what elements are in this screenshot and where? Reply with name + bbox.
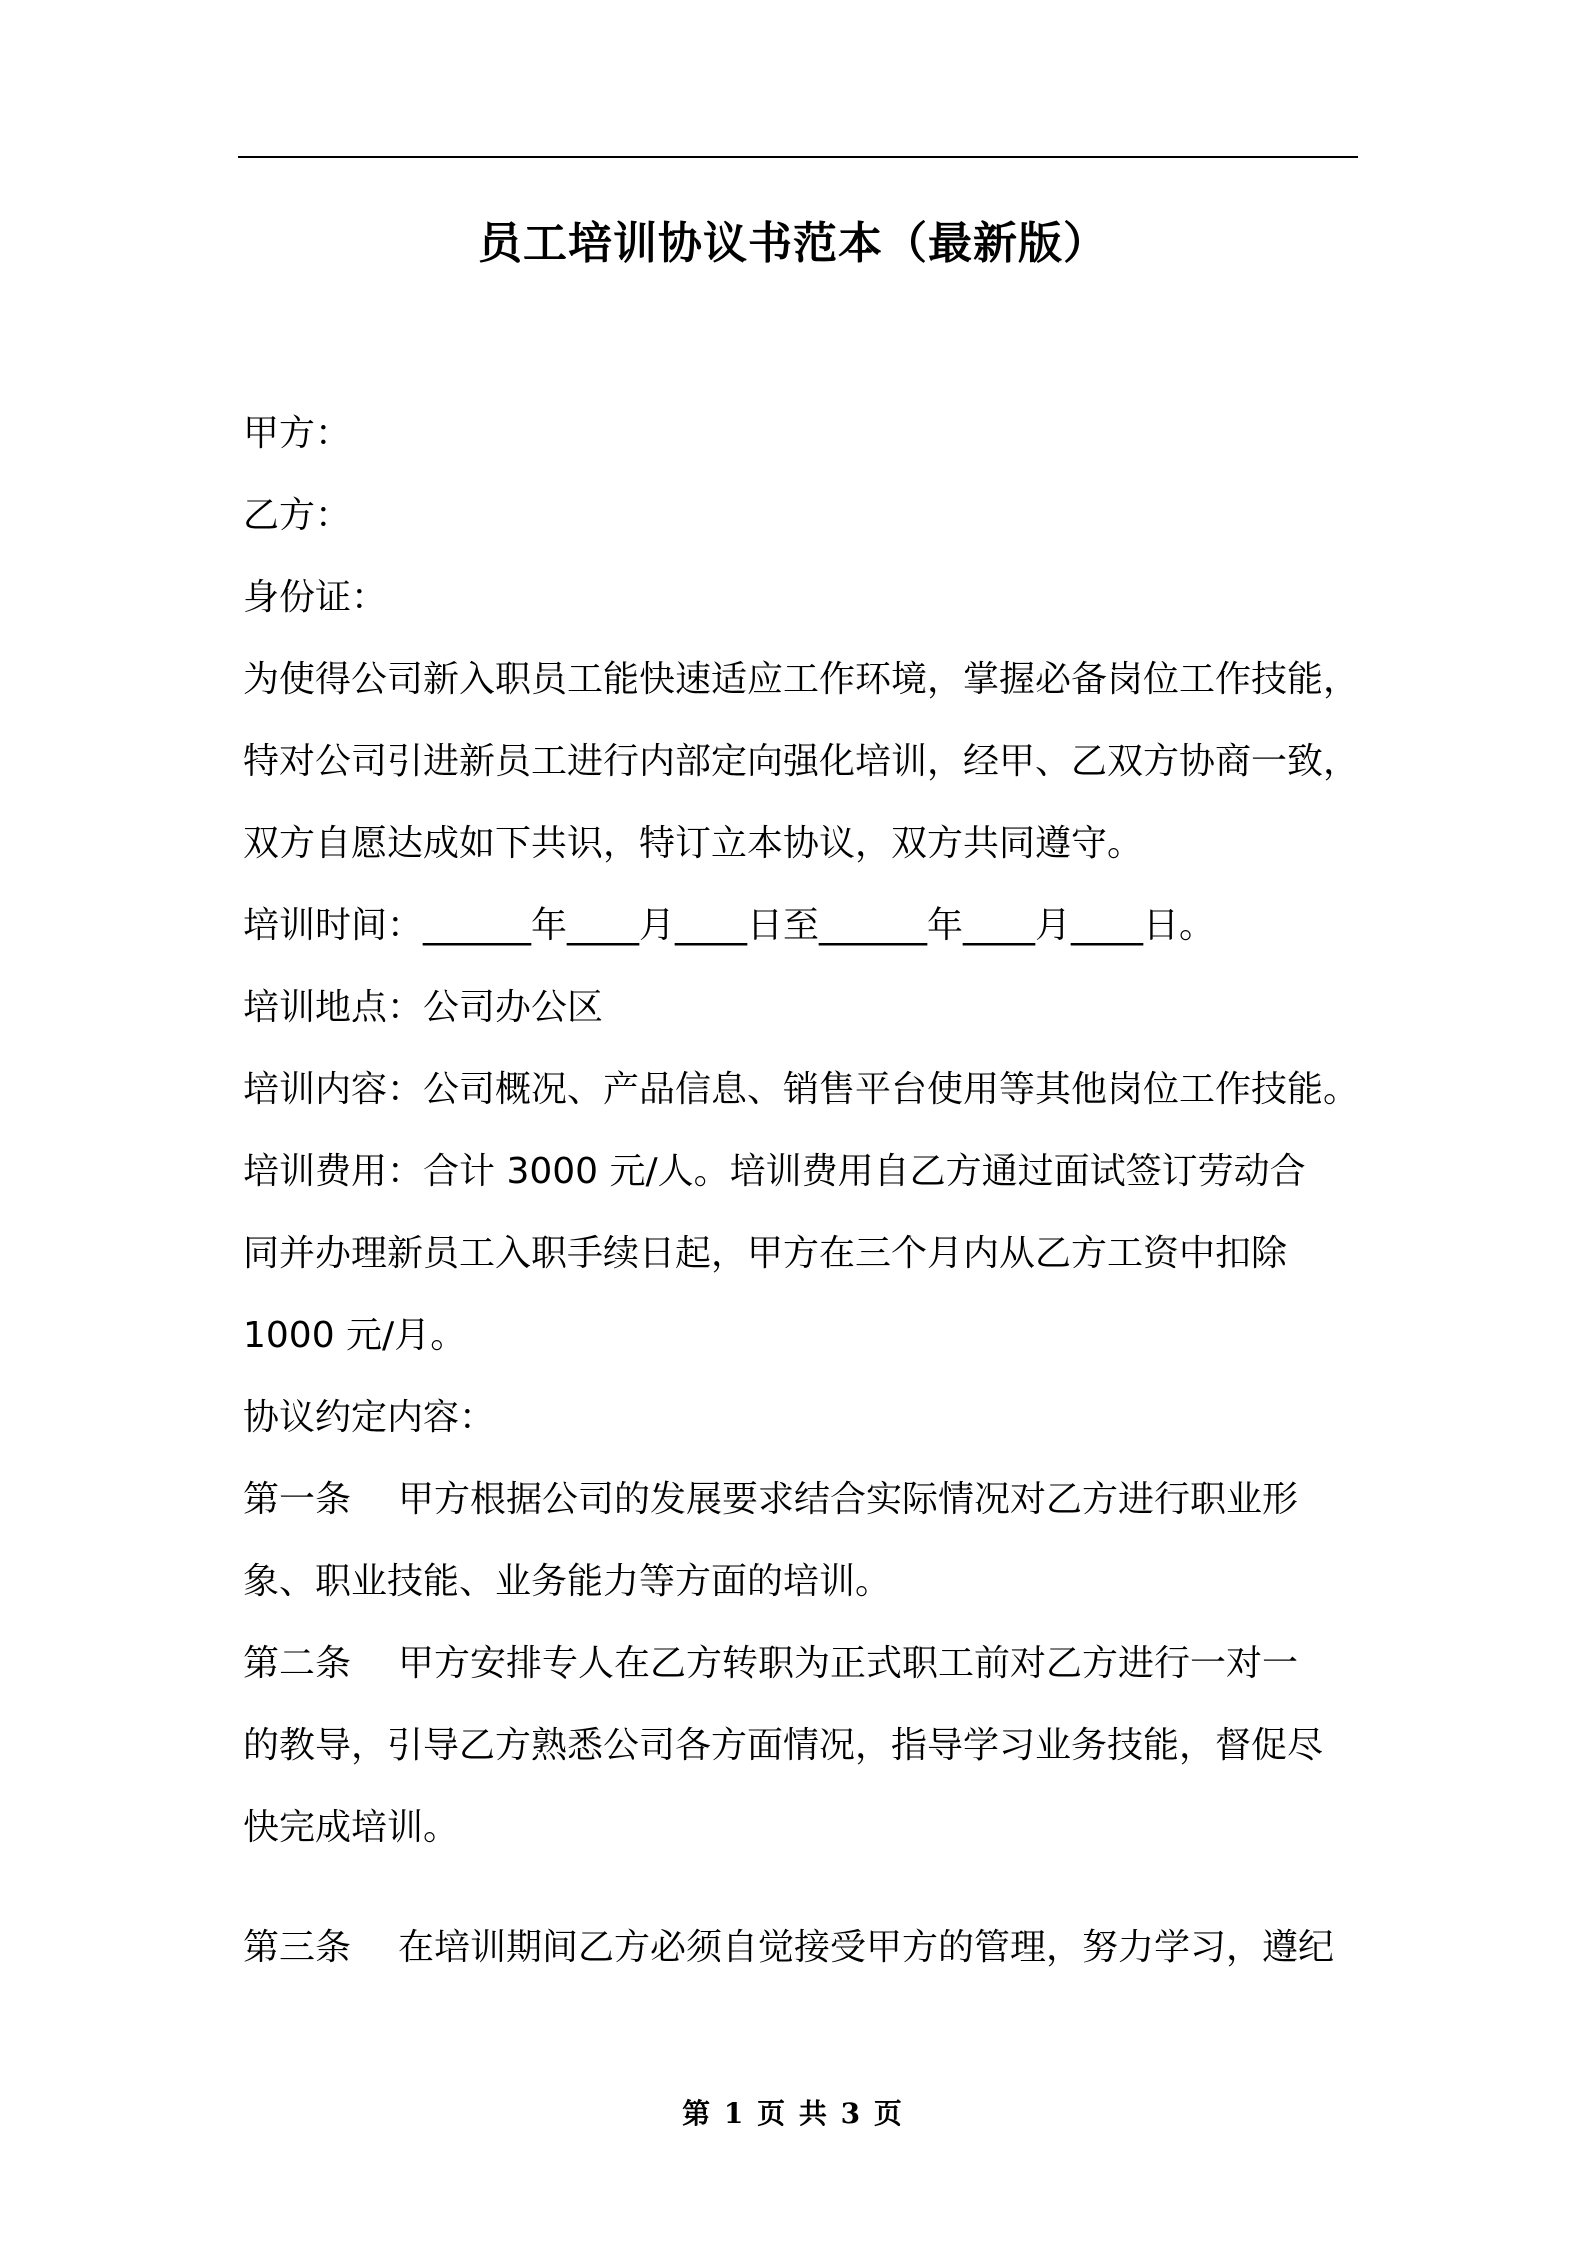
party-a-label: 甲方： bbox=[243, 413, 352, 454]
article-line: 象、职业技能、业务能力等方面的培训。 bbox=[243, 1561, 892, 1602]
article-line: 的教导，引导乙方熟悉公司各方面情况，指导学习业务技能，督促尽 bbox=[243, 1725, 1324, 1766]
training-time: 培训时间：______年____月____日至______年____月____日。 bbox=[243, 905, 1216, 946]
article-line: 快完成培训。 bbox=[243, 1807, 460, 1848]
party-b-label: 乙方： bbox=[243, 495, 352, 536]
article-first-line bbox=[243, 1640, 1298, 1688]
training-fee-line: 1000 元/月。 bbox=[243, 1315, 467, 1356]
page-footer: 第 1 页 共 3 页 bbox=[682, 2097, 904, 2130]
training-location: 培训地点：公司办公区 bbox=[243, 987, 604, 1028]
agreement-heading: 协议约定内容： bbox=[243, 1397, 496, 1438]
document-title: 员工培训协议书范本（最新版） bbox=[478, 218, 1108, 269]
intro-line: 特对公司引进新员工进行内部定向强化培训，经甲、乙双方协商一致， bbox=[243, 741, 1360, 782]
article-text: 在培训期间乙方必须自觉接受甲方的管理，努力学习，遵纪 bbox=[398, 1927, 1335, 1968]
training-content: 培训内容：公司概况、产品信息、销售平台使用等其他岗位工作技能。 bbox=[243, 1069, 1360, 1110]
training-fee-line: 培训费用：合计 3000 元/人。培训费用自乙方通过面试签订劳动合 bbox=[243, 1151, 1306, 1192]
article-text: 甲方根据公司的发展要求结合实际情况对乙方进行职业形 bbox=[398, 1479, 1299, 1520]
article-label: 第一条 bbox=[243, 1479, 352, 1520]
article-first-line bbox=[243, 1476, 1298, 1524]
article-text: 甲方安排专人在乙方转职为正式职工前对乙方进行一对一 bbox=[398, 1643, 1299, 1684]
article-first-line bbox=[243, 1924, 1334, 1972]
intro-line: 为使得公司新入职员工能快速适应工作环境，掌握必备岗位工作技能， bbox=[243, 659, 1360, 700]
training-fee-line: 同并办理新员工入职手续日起，甲方在三个月内从乙方工资中扣除 bbox=[243, 1233, 1288, 1274]
header-rule bbox=[238, 156, 1358, 158]
article-label: 第三条 bbox=[243, 1927, 352, 1968]
article-label: 第二条 bbox=[243, 1643, 352, 1684]
intro-line: 双方自愿达成如下共识，特订立本协议，双方共同遵守。 bbox=[243, 823, 1144, 864]
id-card-label: 身份证： bbox=[243, 577, 388, 618]
